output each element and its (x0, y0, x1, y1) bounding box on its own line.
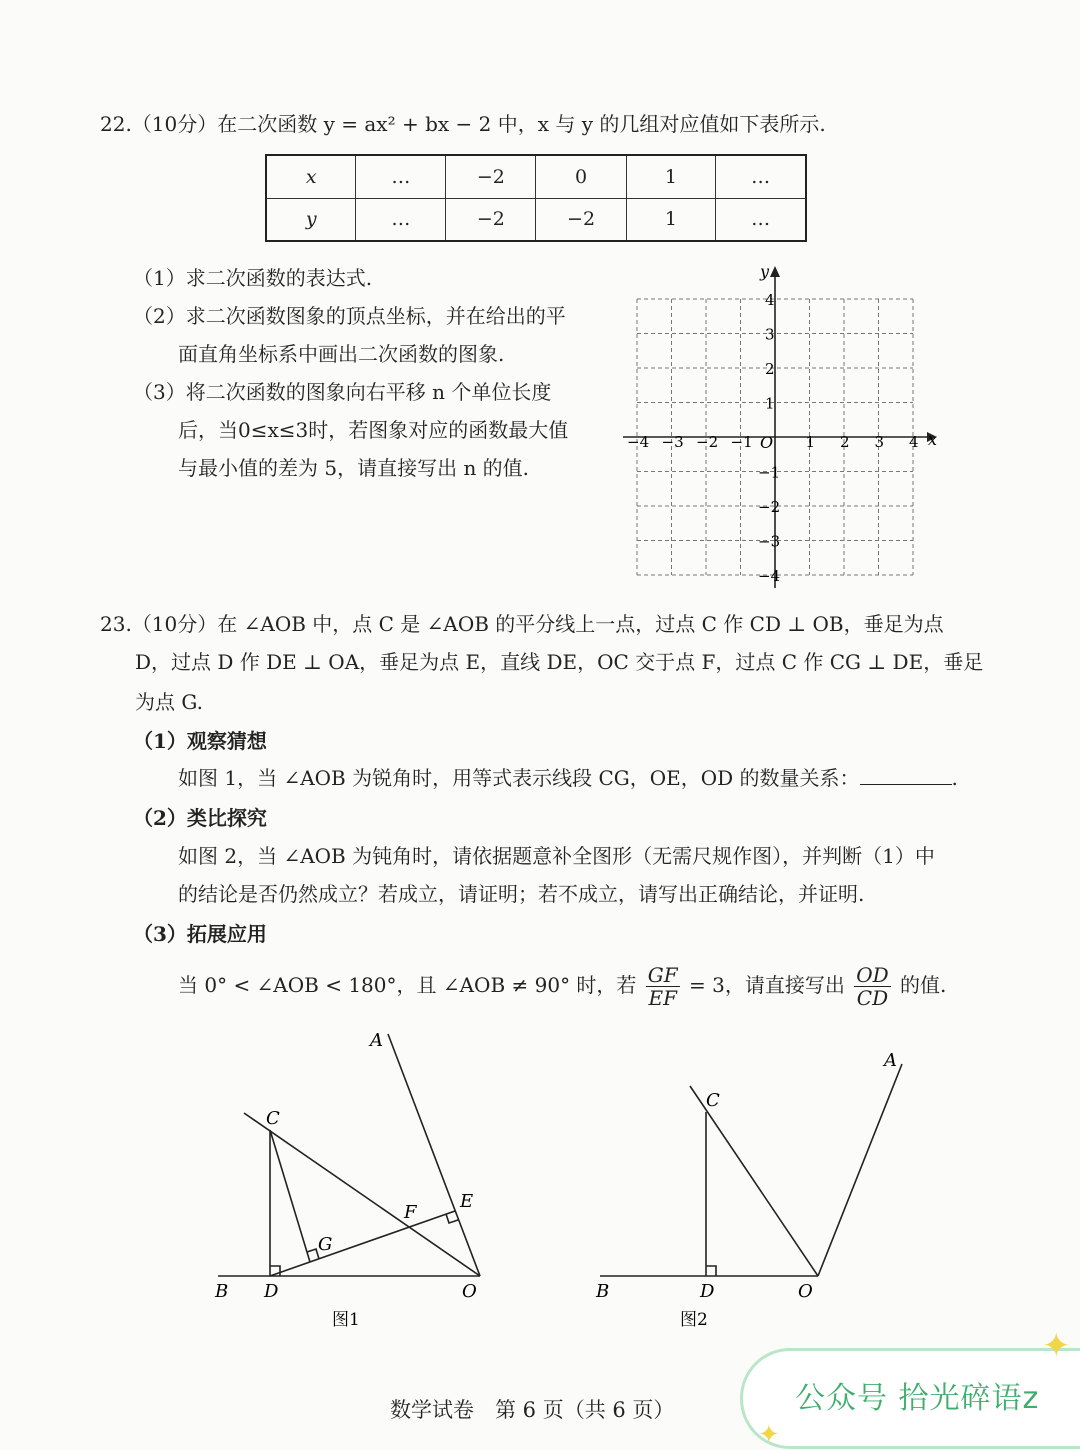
q22-part2-line1: （2）求二次函数图象的顶点坐标，并在给出的平 (133, 304, 566, 328)
line-oc (690, 1086, 818, 1276)
table-row (266, 198, 806, 241)
table-cell: x (266, 155, 356, 198)
star-icon: ✦ (1042, 1326, 1071, 1366)
x-tick-label: −1 (730, 433, 753, 451)
q23-part3-title: （3）拓展应用 (133, 922, 267, 946)
label-g: G (318, 1234, 333, 1255)
q23-part3-text (178, 963, 946, 1009)
ray-oa (388, 1034, 480, 1276)
table-cell: −2 (446, 198, 536, 241)
table-cell: … (356, 155, 446, 198)
value-table (265, 154, 807, 242)
line-co (244, 1113, 480, 1276)
q22-part3-line1: （3）将二次函数的图象向右平移 n 个单位长度 (133, 380, 552, 404)
x-tick-label: 3 (874, 433, 885, 451)
origin-label: O (760, 433, 774, 452)
label-f: F (404, 1202, 417, 1223)
fraction-od-cd (854, 964, 890, 1009)
q23-part1-statement: 如图 1，当 ∠AOB 为锐角时，用等式表示线段 CG，OE，OD 的数量关系： (178, 766, 860, 790)
segment-cg (270, 1130, 310, 1262)
q22-header: 22.（10分）在二次函数 y = ax² + bx − 2 中，x 与 y 的几组对应值如下表所示. (100, 112, 826, 136)
q23-part2-line2: 的结论是否仍然成立？若成立，请证明；若不成立，请写出正确结论，并证明. (178, 882, 865, 906)
fraction-numerator: OD (856, 963, 889, 987)
table-row (266, 155, 806, 198)
label-a: A (884, 1050, 897, 1071)
label-b: B (215, 1281, 229, 1302)
table-cell: … (716, 198, 806, 241)
q22-part3-line3: 与最小值的差为 5，请直接写出 n 的值. (178, 456, 530, 480)
fraction-gf-ef (646, 964, 680, 1009)
label-c: C (706, 1090, 720, 1111)
table-cell: … (716, 155, 806, 198)
q22-part1: （1）求二次函数的表达式. (133, 266, 373, 290)
y-tick-label: 1 (765, 394, 775, 413)
x-axis-label: x (928, 430, 938, 449)
page-footer: 数学试卷 第 6 页（共 6 页） (390, 1398, 675, 1422)
q23-line2: D，过点 D 作 DE ⊥ OA，垂足为点 E，直线 DE，OC 交于点 F，过点 C 作 CG ⊥ DE，垂足 (135, 650, 984, 674)
figure-1 (200, 1020, 540, 1340)
figure-2 (580, 1040, 920, 1340)
q23-part1-text: 如图 1，当 ∠AOB 为锐角时，用等式表示线段 CG，OE，OD 的数量关系： . (178, 766, 958, 790)
y-tick-label: −3 (758, 532, 781, 551)
x-tick-label: −3 (661, 433, 684, 451)
label-d: D (264, 1281, 279, 1302)
table-cell: 1 (626, 198, 716, 241)
star-icon: ✦ (758, 1420, 780, 1450)
fraction-numerator: GF (647, 963, 678, 987)
fraction-denominator: CD (856, 986, 889, 1010)
x-tick-label: −4 (627, 433, 650, 451)
table-cell: 0 (536, 155, 626, 198)
y-tick-label: 3 (765, 325, 775, 344)
table-cell: 1 (626, 155, 716, 198)
label-o: O (462, 1281, 477, 1302)
table-cell: −2 (446, 155, 536, 198)
coordinate-grid (615, 258, 950, 593)
table-cell: y (266, 198, 356, 241)
label-o: O (798, 1281, 813, 1302)
q23-part3-post: 的值. (900, 973, 947, 997)
x-tick-label: 2 (840, 433, 850, 451)
table-cell: … (356, 198, 446, 241)
y-tick-label: 4 (765, 291, 775, 309)
y-axis-label: y (760, 262, 770, 281)
q23-part3-mid: = 3，请直接写出 (689, 973, 845, 997)
figure-2-caption: 图2 (680, 1310, 708, 1330)
y-axis-arrow (770, 266, 780, 277)
y-tick-label: −4 (758, 567, 781, 585)
x-tick-label: −2 (696, 433, 719, 451)
q22-part3-line2: 后，当0≤x≤3时，若图象对应的函数最大值 (178, 418, 569, 442)
y-tick-label: −2 (758, 498, 781, 516)
label-e: E (460, 1191, 474, 1212)
label-c: C (266, 1108, 280, 1129)
q23-part1-title: （1）观察猜想 (133, 729, 267, 753)
q23-line1: 23.（10分）在 ∠AOB 中，点 C 是 ∠AOB 的平分线上一点，过点 C 作 CD ⊥ OB，垂足为点 (100, 612, 944, 636)
table-cell: −2 (536, 198, 626, 241)
answer-blank[interactable] (860, 764, 952, 785)
label-a: A (370, 1030, 383, 1051)
y-tick-label: −1 (758, 463, 781, 482)
figure-1-caption: 图1 (332, 1310, 360, 1330)
q23-part2-line1: 如图 2，当 ∠AOB 为钝角时，请依据题意补全图形（无需尺规作图），并判断（1）中 (178, 844, 935, 868)
q23-part2-title: （2）类比探究 (133, 806, 267, 830)
ray-oa (818, 1064, 902, 1276)
q23-line3: 为点 G. (135, 690, 203, 714)
label-d: D (700, 1281, 715, 1302)
x-tick-label: 4 (909, 433, 919, 451)
label-b: B (596, 1281, 610, 1302)
x-tick-label: 1 (805, 433, 816, 451)
watermark-text: 公众号 拾光碎语z (795, 1381, 1040, 1416)
y-tick-label: 2 (765, 360, 775, 378)
q22-part2-line2: 面直角坐标系中画出二次函数的图象. (178, 342, 505, 366)
q23-part3-pre: 当 0° < ∠AOB < 180°，且 ∠AOB ≠ 90° 时，若 (178, 973, 637, 997)
fraction-denominator: EF (648, 986, 677, 1010)
right-angle-d (706, 1266, 716, 1276)
